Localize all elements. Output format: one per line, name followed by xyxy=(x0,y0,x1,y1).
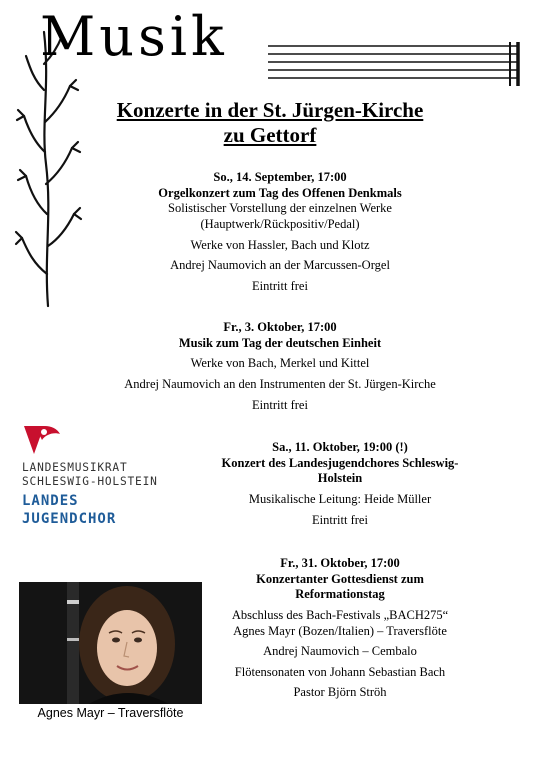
landesjugendchor-logo xyxy=(22,424,202,528)
photo-caption: Agnes Mayr – Traversflöte xyxy=(37,706,184,720)
concert-line: Eintritt frei xyxy=(252,397,308,412)
concert-line: Agnes Mayr (Bozen/Italien) – Traversflöte xyxy=(233,623,447,638)
logo-line-2: SCHLESWIG-HOLSTEIN xyxy=(22,475,158,488)
banner-word: Musik xyxy=(40,5,228,68)
logo-mark-icon xyxy=(22,424,64,456)
concert-2 xyxy=(80,320,480,413)
concert-line: Pastor Björn Ströh xyxy=(293,685,387,700)
logo-line-1: LANDESMUSIKRAT xyxy=(22,461,128,474)
concert-line: Andrej Naumovich – Cembalo xyxy=(263,644,417,659)
portrait-photo xyxy=(19,582,202,704)
concert-3 xyxy=(205,440,475,528)
concert-date: Fr., 31. Oktober, 17:00 xyxy=(280,556,400,570)
concert-line: Eintritt frei xyxy=(312,512,368,527)
concert-line: Eintritt frei xyxy=(252,278,308,293)
concert-title: Konzert des Landesjugendchores Schleswig- xyxy=(221,455,459,470)
portrait-illustration xyxy=(19,582,202,704)
concert-line: Andrej Naumovich an der Marcussen-Orgel xyxy=(170,258,390,273)
concert-title: Holstein xyxy=(317,471,363,486)
concert-title: Konzertanter Gottesdienst zum xyxy=(256,571,424,586)
concert-line: Andrej Naumovich an den Instrumenten der St. Jürgen-Kirche xyxy=(124,376,436,391)
concert-date: Sa., 11. Oktober, 19:00 (!) xyxy=(272,440,408,454)
concert-date: Fr., 3. Oktober, 17:00 xyxy=(223,320,337,334)
logo-line-3: LANDES xyxy=(22,493,79,509)
concert-line: Werke von Hassler, Bach und Klotz xyxy=(190,237,370,252)
concert-title: Musik zum Tag der deutschen Einheit xyxy=(178,335,382,350)
page-title: Konzerte in der St. Jürgen-Kirche xyxy=(116,98,424,122)
concert-line: Solistischer Vorstellung der einzelnen Werke xyxy=(168,201,392,216)
concert-title: Orgelkonzert zum Tag des Offenen Denkmals xyxy=(158,185,402,200)
concert-date: So., 14. September, 17:00 xyxy=(213,170,347,184)
concert-line: Musikalische Leitung: Heide Müller xyxy=(248,491,432,506)
concert-line: Werke von Bach, Merkel und Kittel xyxy=(190,356,370,371)
concert-line: Abschluss des Bach-Festivals „BACH275“ xyxy=(231,607,449,622)
music-staff-decoration xyxy=(268,40,530,90)
concert-title: Reformationstag xyxy=(295,587,385,602)
page-subtitle: zu Gettorf xyxy=(223,123,317,147)
concert-line: (Hauptwerk/Rückpositiv/Pedal) xyxy=(200,216,360,231)
concert-4 xyxy=(205,556,475,701)
concert-1 xyxy=(100,170,460,294)
logo-line-4: JUGENDCHOR xyxy=(22,510,117,527)
concert-line: Flötensonaten von Johann Sebastian Bach xyxy=(234,664,446,679)
